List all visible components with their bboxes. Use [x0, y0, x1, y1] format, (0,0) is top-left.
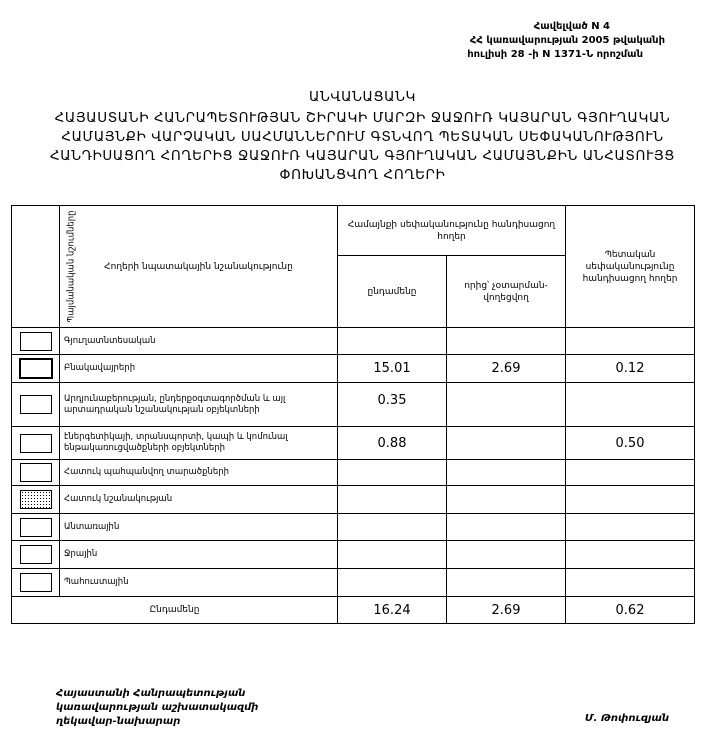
header-incl-alienable: որից՝ չօտարման-վողեցվող	[447, 256, 566, 328]
row-label: էներգետիկայի, տրանսպորտի, կապի և կոմունալ ենթակառուցվածքների օբյեկտների	[60, 427, 338, 460]
water-swatch-icon	[20, 545, 52, 564]
total-row	[12, 597, 695, 624]
row-total-value	[338, 514, 447, 541]
row-state-value	[566, 541, 695, 569]
signatory-line-2: կառավարության աշխատակազմի	[56, 702, 259, 713]
row-state-value	[566, 328, 695, 355]
row-total-value	[338, 541, 447, 569]
row-alienable-value	[447, 427, 566, 460]
settlement-swatch-icon	[19, 358, 53, 379]
header-community-group: Համայնքի սեփականությունը հանդիսացող հողեր	[338, 206, 566, 256]
row-total-value: 0.88	[338, 427, 447, 460]
special-purpose-swatch-icon	[20, 490, 52, 509]
annex-reference	[405, 20, 665, 62]
table-row	[12, 328, 695, 355]
row-label: Ջրային	[60, 541, 338, 569]
signatory-title	[56, 687, 258, 729]
table-row	[12, 460, 695, 486]
reserve-swatch-icon	[20, 573, 52, 592]
signatory-line-1: Հայաստանի Հանրապետության	[56, 688, 246, 699]
row-label: Բնակավայրերի	[60, 355, 338, 383]
row-alienable-value	[447, 460, 566, 486]
total-label: Ընդամենը	[12, 597, 338, 624]
title-line-1: ՀԱՅԱՍՏԱՆԻ ՀԱՆՐԱՊԵՏՈՒԹՅԱՆ ՇԻՐԱԿԻ ՄԱՐԶԻ ՋԱՋՈՒՌ ԿԱՅԱՐԱՆ ԳՅՈՒՂԱԿԱՆ	[54, 110, 671, 126]
energy-swatch-icon	[20, 434, 52, 453]
row-alienable-value	[447, 383, 566, 427]
row-state-value	[566, 569, 695, 597]
legend-swatch	[12, 486, 60, 514]
table-row	[12, 514, 695, 541]
row-label: Գյուղատնտեսական	[60, 328, 338, 355]
row-state-value	[566, 383, 695, 427]
row-state-value: 0.50	[566, 427, 695, 460]
title-line-4: ՓՈԽԱՆՑՎՈՂ ՀՈՂԵՐԻ	[279, 167, 446, 183]
row-label: Հատուկ պահպանվող տարածքների	[60, 460, 338, 486]
agricultural-swatch-icon	[20, 332, 52, 351]
total-community-value: 16.24	[338, 597, 447, 624]
header-symbol	[12, 206, 77, 328]
document-title	[30, 88, 695, 185]
header-symbol-text: Պայմանական նշումները	[66, 210, 77, 323]
table-row	[12, 383, 695, 427]
legend-swatch	[12, 541, 60, 569]
row-total-value	[338, 460, 447, 486]
signer-name: Մ. Թոփուզյան	[584, 713, 669, 724]
row-state-value: 0.12	[566, 355, 695, 383]
annex-date-line: հուլիսի 28 -ի N 1371-Ն որոշման	[467, 49, 643, 60]
row-total-value	[338, 486, 447, 514]
legend-swatch	[12, 328, 60, 355]
header-name: Հողերի նպատակային նշանակությունը	[60, 206, 338, 328]
row-alienable-value	[447, 328, 566, 355]
legend-swatch	[12, 569, 60, 597]
header-state-owned: Պետական սեփականությունը հանդիսացող հողեր	[566, 206, 695, 328]
row-label: Անտառային	[60, 514, 338, 541]
row-total-value: 0.35	[338, 383, 447, 427]
table-row	[12, 569, 695, 597]
row-alienable-value	[447, 514, 566, 541]
forest-swatch-icon	[20, 518, 52, 537]
row-label: Պահուստային	[60, 569, 338, 597]
row-total-value	[338, 328, 447, 355]
table-row	[12, 486, 695, 514]
legend-swatch	[12, 355, 60, 383]
table-row	[12, 355, 695, 383]
title-line-3: ՀԱՆԴԻՍԱՑՈՂ ՀՈՂԵՐԻՑ ՋԱՋՈՒՌ ԿԱՅԱՐԱՆ ԳՅՈՒՂԱԿԱՆ ՀԱՄԱՅՆՔԻՆ ԱՆՀԱՏՈՒՅՑ	[50, 148, 675, 164]
row-state-value	[566, 514, 695, 541]
row-label: Արդյունաբերության, ընդերքօգտագործման և այլ արտադրական նշանակության օբյեկտների	[60, 383, 338, 427]
land-table	[11, 205, 695, 624]
annex-decree-line: ՀՀ կառավարության 2005 թվականի	[469, 35, 665, 46]
industrial-swatch-icon	[20, 395, 52, 414]
legend-swatch	[12, 514, 60, 541]
row-label: Հատուկ նշանակության	[60, 486, 338, 514]
total-state-value: 0.62	[566, 597, 695, 624]
row-alienable-value	[447, 569, 566, 597]
signatory-line-3: ղեկավար-նախարար	[56, 716, 181, 727]
annex-number: Հավելված N 4	[533, 21, 610, 32]
row-state-value	[566, 486, 695, 514]
header-total: ընդամենը	[338, 256, 447, 328]
row-alienable-value: 2.69	[447, 355, 566, 383]
legend-swatch	[12, 427, 60, 460]
row-total-value: 15.01	[338, 355, 447, 383]
row-state-value	[566, 460, 695, 486]
protected-swatch-icon	[20, 463, 52, 482]
table-row	[12, 541, 695, 569]
row-alienable-value	[447, 541, 566, 569]
legend-swatch	[12, 383, 60, 427]
title-line-2: ՀԱՄԱՅՆՔԻ ՎԱՐՉԱԿԱՆ ՍԱՀՄԱՆՆԵՐՈՒՄ ԳՏՆՎՈՂ ՊԵՏԱԿԱՆ ՍԵՓԱԿԱՆՈՒԹՅՈՒՆ	[61, 129, 664, 145]
legend-swatch	[12, 460, 60, 486]
row-total-value	[338, 569, 447, 597]
total-alienable-value: 2.69	[447, 597, 566, 624]
row-alienable-value	[447, 486, 566, 514]
table-row	[12, 427, 695, 460]
title-heading: ԱՆՎԱՆԱՑԱՆԿ	[309, 89, 416, 105]
